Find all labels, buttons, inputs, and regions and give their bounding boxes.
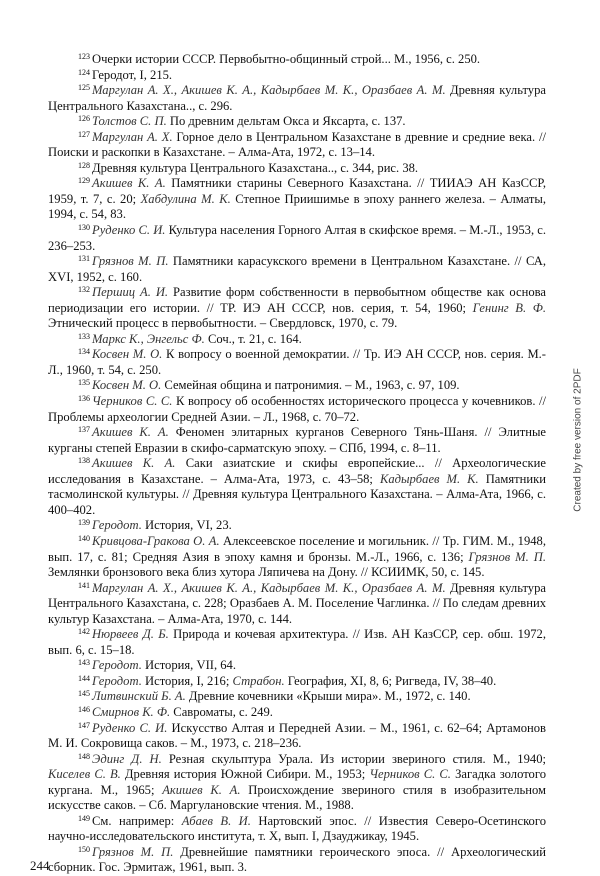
footnotes-list [48, 52, 546, 876]
footnote [48, 845, 546, 876]
footnote-author: Руденко С. И. [92, 223, 166, 238]
footnote-text: Древняя культура Центрального Казахстана, с. 228; Оразбаев А. М. Поселение Чаглинка. // По следам древних культур Казахстана. – Алма-Ата, 1970, с. 144. [48, 580, 546, 626]
footnote-text: К вопросу о военной демократии. // Тр. ИЭ АН СССР, нов. серия. М.-Л., 1960, т. 54, с. 250. [48, 347, 547, 377]
footnote-text: Древние кочевники «Крыши мира». М., 1972, с. 140. [185, 689, 471, 704]
footnote-text: Этнический процесс в первобытности. – Свердловск, 1970, с. 79. [48, 316, 398, 331]
footnote-text: Искусство Алтая и Передней Азии. – М., 1961, с. 62–64; Артамонов М. И. Сокровища саков. – М., 1973, с. 218–236. [48, 720, 547, 751]
footnote-number: 150 [78, 844, 90, 854]
footnote-text: Степное Приишимье в эпоху раннего железа. – Алматы, 1994, с. 54, 83. [48, 191, 547, 222]
footnote-number: 144 [78, 673, 90, 683]
footnote [48, 689, 546, 705]
footnote-author: Геродот. [92, 658, 142, 673]
footnote-author: Кадырбаев М. К. [379, 471, 479, 486]
footnote-number: 135 [78, 378, 90, 388]
footnote-text: Саки азиатские и скифы европейские... // Археологические исследования в Казахстане. – Алма-Ата, 1973, с. 43–58; [48, 456, 546, 486]
footnote-text: История, VII, 64. [141, 658, 236, 673]
footnote [48, 130, 546, 161]
footnote-author: Маркс К., Энгельс Ф. [92, 331, 205, 346]
footnote [48, 814, 546, 845]
footnote-number: 139 [78, 518, 90, 528]
footnote [48, 518, 546, 534]
footnote-author: Киселев С. В. [48, 767, 121, 782]
footnote [48, 581, 546, 628]
footnote [48, 285, 546, 332]
footnote-number: 128 [78, 160, 90, 170]
footnote [48, 332, 546, 348]
footnote-number: 123 [78, 52, 90, 61]
footnote-number: 132 [78, 285, 90, 295]
footnote [48, 176, 546, 223]
footnote-number: 125 [78, 83, 90, 93]
footnote-number: 124 [78, 67, 90, 77]
footnote-author: Геродот. [92, 673, 142, 688]
footnote-text: Памятники старины Северного Казахстана. // ТИИАЭ АН КазССР, 1959, т. 7, с. 20; [48, 176, 546, 206]
footnote-author: Нюрвеев Д. Б. [92, 627, 169, 642]
footnote-text: Геродот, I, 215. [92, 67, 173, 82]
footnote-number: 146 [78, 704, 90, 714]
footnote-text: См. например: [92, 813, 182, 828]
footnote [48, 721, 546, 752]
page-number: 244 [30, 858, 50, 873]
footnote-text: К вопросу об особенностях исторического процесса у кочевников. // Проблемы археологии Средней Азии. – Л., 1968, с. 70–72. [48, 394, 546, 424]
footnote-author: Акишев К. А. [92, 425, 169, 440]
footnote-number: 145 [78, 689, 90, 699]
footnote-number: 129 [78, 176, 90, 186]
footnote-text: Древняя культура Центрального Казахстана.., с. 296. [48, 83, 546, 113]
footnote-author: Першиц А. И. [92, 285, 169, 300]
footnote-author: Кривцова-Гракова О. А. [92, 533, 220, 548]
footnote-author: Маргулан А. Х. [92, 129, 173, 144]
footnote-author: Руденко С. И. [92, 720, 168, 735]
footnote-text: Очерки истории СССР. Первобытно-общинный строй... М., 1956, с. 250. [92, 52, 481, 66]
footnote-number: 138 [78, 456, 90, 466]
footnote-number: 137 [78, 425, 90, 435]
footnote-number: 126 [78, 114, 90, 124]
footnote-author: Геродот. [92, 518, 142, 533]
footnote-author: Грязнов М. П. [92, 254, 169, 269]
footnote [48, 394, 546, 425]
footnote-author: Эдинг Д. Н. [92, 751, 162, 766]
footnote-number: 140 [78, 533, 90, 543]
footnote-text: История, VI, 23. [141, 518, 232, 533]
footnote-author: Грязнов М. П. [92, 844, 174, 859]
footnote-text: Развитие форм собственности в первобытном обществе как основа периодизации его истории. // ТР. ИЭ АН СССР, нов. серия, т. 54, 1960; [48, 285, 546, 315]
footnote [48, 378, 546, 394]
footnote-text: Культура населения Горного Алтая в скифское время. – М.-Л., 1953, с. 236–253. [48, 223, 547, 253]
footnote-author: Абаев В. И. [181, 813, 251, 828]
footnote-text: Древняя история Южной Сибири. М., 1953; [120, 767, 370, 782]
footnote-text: Савроматы, с. 249. [170, 704, 273, 719]
footnote-text: Феномен элитарных курганов Северного Тянь-Шаня. // Элитные курганы степей Евразии в скифо-сарматскую эпоху. – СПб, 1994, с. 8–11. [48, 425, 546, 455]
watermark: Created by free version of 2PDF [572, 368, 584, 512]
footnote-text: Памятники карасукского времени в Центральном Казахстане. // СА, XVI, 1952, с. 160. [48, 254, 546, 284]
footnote-text: Семейная община и патронимия. – М., 1963, с. 97, 109. [161, 378, 460, 393]
footnote-author: Грязнов М. П. [468, 549, 546, 564]
footnote [48, 254, 546, 285]
footnote-author: Литвинский Б. А. [92, 689, 186, 704]
footnote [48, 68, 546, 84]
footnote-text: Древняя культура Центрального Казахстана.., с. 344, рис. 38. [92, 160, 419, 175]
footnote [48, 658, 546, 674]
footnote [48, 674, 546, 690]
footnote-text: По древним дельтам Окса и Яксарта, с. 137. [166, 114, 406, 129]
footnote-author: Акишев К. А. [162, 782, 241, 797]
footnote-author: Косвен М. О. [92, 378, 162, 393]
footnote-author: Смирнов К. Ф. [92, 704, 171, 719]
footnote-text: Загадка золотого кургана. М., 1965; [48, 767, 546, 797]
footnote-number: 127 [78, 129, 90, 139]
footnote-author: Косвен М. О. [92, 347, 163, 362]
footnote [48, 705, 546, 721]
footnote [48, 425, 546, 456]
footnote-text: Нартовский эпос. // Известия Северо-Осетинского научно-исследовательского института, т. X, вып. I, Дзауджикау, 1945. [48, 813, 546, 844]
footnote [48, 627, 546, 658]
footnote-text: Происхождение звериного стиля в изобразительном искусстве саков. – Сб. Маргулановские чтения. М., 1988. [48, 782, 547, 813]
footnote-text: Землянки бронзового века близ хутора Ляпичева на Дону. // КСИИМК, 50, с. 145. [48, 565, 485, 580]
footnote-text: Резная скульптура Урала. Из истории звериного стиля. М., 1940; [161, 751, 546, 766]
footnote-number: 149 [78, 813, 90, 823]
footnote [48, 456, 546, 518]
footnote [48, 223, 546, 254]
footnote [48, 161, 546, 177]
footnote-text: Алексеевское поселение и могильник. // Тр. ГИМ. М., 1948, вып. 17, с. 81; Средняя Азия в эпоху камня и бронзы. М.-Л., 1966, с. 136; [48, 533, 546, 564]
footnote-number: 136 [78, 394, 90, 404]
footnote-author: Черников С. С. [92, 394, 173, 409]
footnote [48, 347, 546, 378]
footnote-text: Природа и кочевая архитектура. // Изв. АН КазССР, сер. обш. 1972, вып. 6, с. 15–18. [48, 627, 546, 657]
footnote-number: 131 [78, 254, 90, 264]
footnote-author: Черников С. С. [369, 767, 451, 782]
footnote-text: Горное дело в Центральном Казахстане в древние и средние века. // Поиски и раскопки в Казахстане. – Алма-Ата, 1972, с. 13–14. [48, 129, 546, 160]
footnote-author: Генинг В. Ф. [472, 300, 547, 315]
footnote [48, 83, 546, 114]
footnote-text: Древнейшие памятники героического эпоса. // Археологический сборник. Гос. Эрмитаж, 1961, вып. 3. [48, 844, 546, 875]
footnote [48, 534, 546, 581]
footnote-number: 134 [78, 347, 90, 357]
footnote-author: Толстов С. П. [92, 114, 167, 129]
footnote-text: География, XI, 8, 6; Ригведа, IV, 38–40. [284, 673, 497, 688]
footnote-number: 133 [78, 331, 90, 341]
footnote-number: 148 [78, 751, 90, 761]
footnote [48, 114, 546, 130]
footnote-text: Соч., т. 21, с. 164. [204, 331, 302, 346]
footnote-number: 143 [78, 658, 90, 668]
footnote [48, 752, 546, 814]
footnote-number: 142 [78, 627, 90, 637]
footnote-author: Маргулан А. Х., Акишев К. А., Кадырбаев М. К., Оразбаев А. М. [92, 83, 446, 98]
footnote-text: Памятники тасмолинской культуры. // Древняя культура Центрального Казахстана. – Алма-Ата, 1966, с. 400–402. [48, 471, 546, 517]
footnote-number: 141 [78, 580, 90, 590]
footnote-text: История, I, 216; [141, 673, 233, 688]
footnote [48, 52, 546, 68]
footnote-author: Маргулан А. Х., Акишев К. А., Кадырбаев М. К., Оразбаев А. М. [92, 580, 446, 595]
footnote-number: 130 [78, 223, 90, 233]
footnote-author: Хабдулина М. К. [140, 191, 231, 206]
footnote-author: Акишев К. А. [92, 456, 176, 471]
footnote-author: Страбон. [232, 673, 285, 688]
footnote-number: 147 [78, 720, 90, 730]
footnote-author: Акишев К. А. [92, 176, 166, 191]
